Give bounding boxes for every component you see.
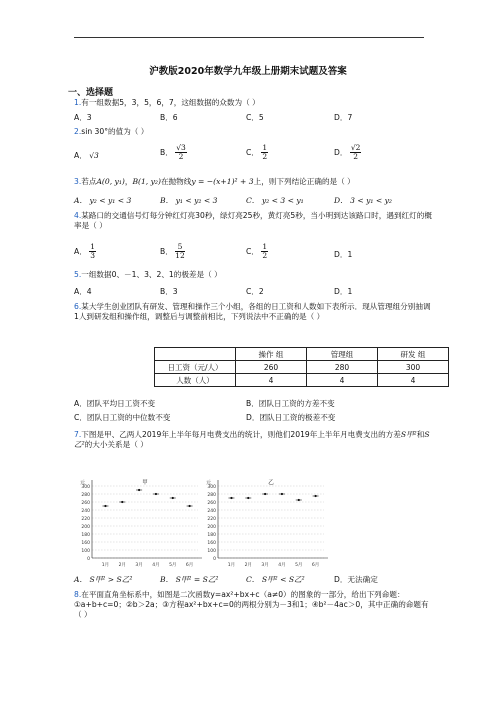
question-8 <box>74 590 434 620</box>
option-c[interactable]: C． $\frac{1}{2}$ <box>246 143 268 161</box>
table-row: 人数（人） 4 4 4 <box>155 374 449 387</box>
question-number: 1. <box>74 98 82 107</box>
x-tick-label: 4月 <box>278 563 286 568</box>
chart-title: 甲 <box>142 480 148 486</box>
x-tick-label: 4月 <box>152 563 160 568</box>
x-tick-label: 2月 <box>118 563 126 568</box>
unit-label: 元 <box>80 480 86 486</box>
point-b: B(1, y₂) <box>132 177 161 186</box>
y-tick-label: 200 <box>207 525 216 530</box>
q5-options <box>74 286 434 300</box>
option-d[interactable]: D．7 <box>334 113 353 122</box>
x-tick-label: 3月 <box>135 563 143 568</box>
question-number: 8. <box>74 590 82 599</box>
option-d[interactable]: D．无法确定 <box>334 575 378 584</box>
question-number: 3. <box>74 177 82 186</box>
y-tick-label: 260 <box>81 501 90 506</box>
question-2 <box>74 127 434 137</box>
chart-title: 乙 <box>268 480 274 486</box>
option-d[interactable]: D．1 <box>334 287 353 296</box>
question-text: 一组数据0、－1、3、2、1的极差是（ ） <box>81 270 222 279</box>
y-tick-label: 0 <box>87 557 90 562</box>
question-text: 有一组数据5，3，5，6，7，这组数据的众数为（ ） <box>81 98 260 107</box>
option-b[interactable]: B．团队日工资的方差不变 <box>246 399 335 408</box>
q6-options-row2 <box>74 412 434 426</box>
wage-table <box>154 347 449 387</box>
q3-options <box>74 195 434 209</box>
question-text: 某大学生创业团队有研发、管理和操作三个小组，各组的日工资和人数如下表所示．现从管理组分别抽调1人到研发组和操作组，调整后与调整前相比，下列说法中不正确的是（ ） <box>74 302 431 321</box>
unit-label: 元 <box>206 480 212 486</box>
option-d[interactable]: D．1 <box>334 250 353 259</box>
y-tick-label: 100 <box>207 549 216 554</box>
question-number: 6. <box>74 302 82 311</box>
y-tick-label: 220 <box>207 517 216 522</box>
option-c[interactable]: C．团队日工资的中位数不变 <box>74 413 171 422</box>
x-tick-label: 5月 <box>295 563 303 568</box>
x-tick-label: 5月 <box>169 563 177 568</box>
option-c[interactable]: C． $\frac{1}{2}$ <box>246 242 268 260</box>
x-tick-label: 1月 <box>227 563 236 568</box>
y-tick-label: 280 <box>81 493 90 498</box>
option-a[interactable]: A．4 <box>74 287 92 296</box>
question-6 <box>74 302 434 322</box>
chart-jia <box>74 478 204 574</box>
question-5 <box>74 270 434 280</box>
x-tick-label: 6月 <box>311 563 320 568</box>
option-b[interactable]: B． $\frac{√3}{2}$ <box>160 143 186 161</box>
q6-options-row1 <box>74 398 434 412</box>
section-heading: 一、选择题 <box>68 88 114 98</box>
y-tick-label: 160 <box>207 541 216 546</box>
option-c[interactable]: C． y₂ < 3 < y₁ <box>246 196 304 205</box>
chart-yi-svg <box>200 478 330 570</box>
q4-options <box>74 243 434 265</box>
y-tick-label: 280 <box>207 493 216 498</box>
option-b[interactable]: B． y₁ < y₂ < 3 <box>160 196 218 205</box>
y-tick-label: 220 <box>81 517 90 522</box>
option-d[interactable]: D． 3 < y₁ < y₂ <box>334 196 392 205</box>
q1-options <box>74 112 434 126</box>
y-tick-label: 300 <box>81 485 90 490</box>
table-header-row: 操作 组 管理组 研发 组 <box>155 348 449 361</box>
option-b[interactable]: B．6 <box>160 113 178 122</box>
question-number: 7. <box>74 430 82 439</box>
q2-options <box>74 144 434 166</box>
point-a: A(0, y₁) <box>96 177 125 186</box>
y-tick-label: 240 <box>81 509 90 514</box>
question-7: 7.下图是甲、乙两人2019年上半年每月电费支出的统计，则他们2019年上半年月电费支出的方差S甲²和S乙²的大小关系是（ ） <box>74 430 430 449</box>
chart-yi <box>200 478 330 574</box>
option-a[interactable]: A．3 <box>74 113 92 122</box>
question-text: sin 30°的值为（ ） <box>81 127 149 136</box>
header-rule <box>74 37 424 38</box>
option-c[interactable]: C．5 <box>246 113 264 122</box>
question-number: 5. <box>74 270 82 279</box>
option-a[interactable]: A． √3 <box>74 151 99 160</box>
option-a[interactable]: A． $\frac{1}{3}$ <box>74 242 95 260</box>
option-b[interactable]: B． S甲² = S乙² <box>160 575 219 584</box>
table-row: 日工资（元/人） 260 280 300 <box>155 361 449 374</box>
question-3: 3.若点A(0, y₁)，B(1, y₂)在抛物线y = −(x+1)² + 3上，则下列结论正确的是（ ） <box>74 177 355 186</box>
option-c[interactable]: C．2 <box>246 287 264 296</box>
option-c[interactable]: C． S甲² < S乙² <box>246 575 305 584</box>
question-4 <box>74 211 434 231</box>
option-a[interactable]: A． S甲² > S乙² <box>74 575 133 584</box>
question-1 <box>74 98 434 108</box>
y-tick-label: 260 <box>207 501 216 506</box>
question-number: 2. <box>74 127 82 136</box>
y-tick-label: 300 <box>207 485 216 490</box>
y-tick-label: 180 <box>81 533 90 538</box>
x-tick-label: 2月 <box>244 563 252 568</box>
y-tick-label: 240 <box>207 509 216 514</box>
document-title: 沪教版2020年数学九年级上册期末试题及答案 <box>149 66 347 77</box>
y-tick-label: 200 <box>81 525 90 530</box>
x-tick-label: 3月 <box>261 563 269 568</box>
question-text: 某路口的交通信号灯每分钟红灯亮30秒，绿灯亮25秒，黄灯亮5秒，当小明到达该路口时，遇到红灯的概率是（ ） <box>74 211 432 230</box>
y-tick-label: 100 <box>81 549 90 554</box>
x-tick-label: 1月 <box>101 563 110 568</box>
parabola-equation: y = −(x+1)² + 3 <box>191 177 254 186</box>
option-b[interactable]: B． $\frac{5}{12}$ <box>160 242 185 260</box>
option-d[interactable]: D．团队日工资的极差不变 <box>246 413 336 422</box>
option-b[interactable]: B．3 <box>160 287 178 296</box>
q7-options <box>74 574 434 588</box>
chart-jia-svg <box>74 478 204 570</box>
y-tick-label: 180 <box>207 533 216 538</box>
y-tick-label: 0 <box>213 557 216 562</box>
y-tick-label: 160 <box>81 541 90 546</box>
question-text: 下图是甲、乙两人2019年上半年每月电费支出的统计，则他们2019年上半年月电费支出的方差 <box>81 430 401 439</box>
option-a[interactable]: A． y₂ < y₁ < 3 <box>74 196 132 205</box>
question-number: 4. <box>74 211 82 220</box>
x-tick-label: 6月 <box>185 563 194 568</box>
option-d[interactable]: D． $\frac{√2}{2}$ <box>334 143 361 161</box>
question-text: 在平面直角坐标系中，如图是二次函数y=ax²+bx+c（a≠0）的图象的一部分，给出下列命题：①a+b+c=0；②b＞2a；③方程ax²+bx+c=0的两根分别为－3和1；④b²－4ac＞0，其中正确的命题有（ ） <box>74 590 429 619</box>
option-a[interactable]: A．团队平均日工资不变 <box>74 399 156 408</box>
